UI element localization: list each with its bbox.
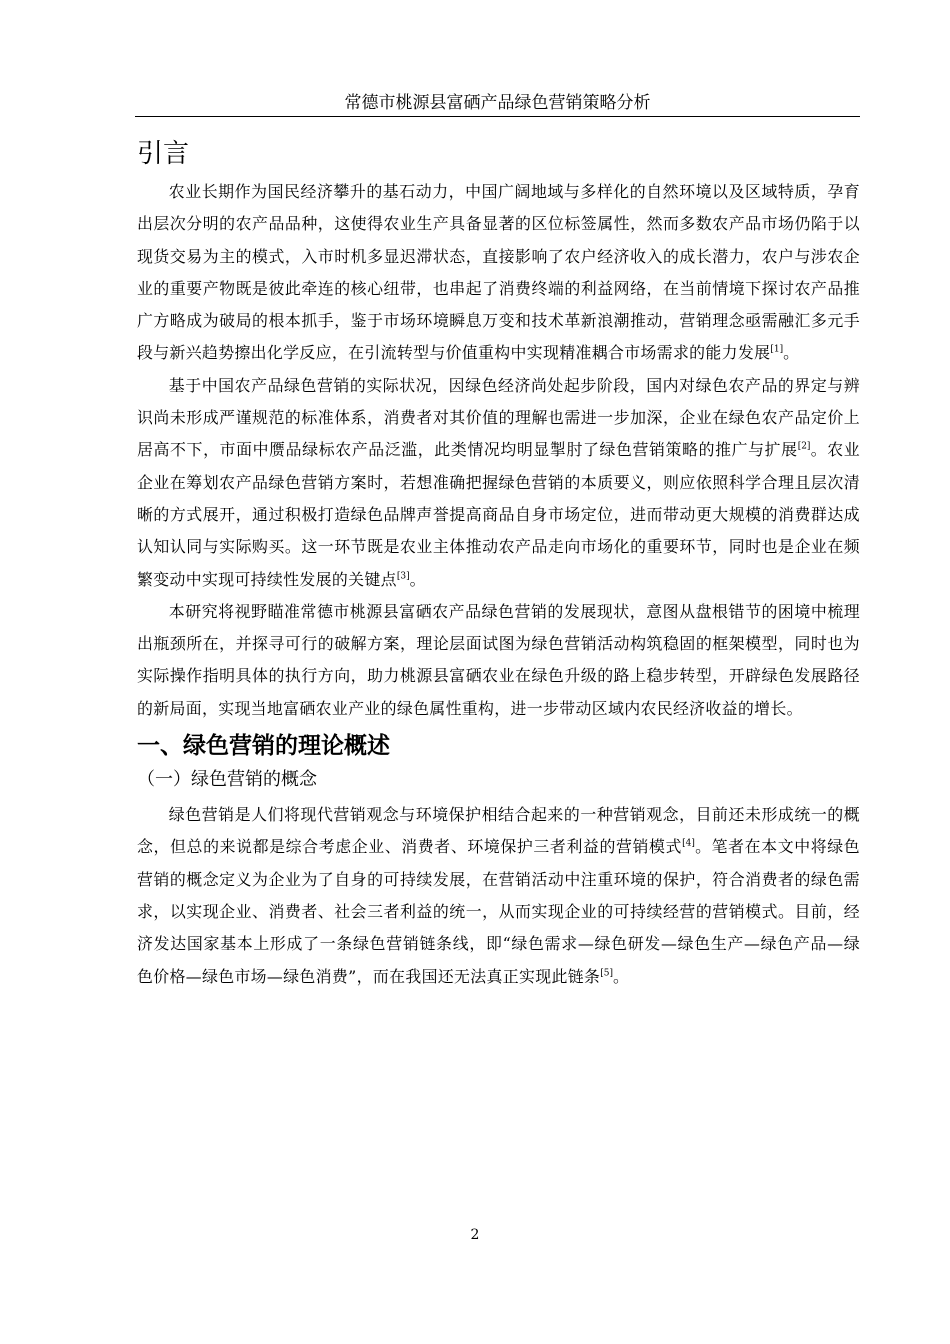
citation-4: [4] [682,839,695,850]
citation-1: [1] [770,345,784,356]
intro-heading: 引言 [137,139,190,169]
section-1-paragraph-1 [137,799,860,993]
s1-p1-end: 。 [612,966,630,986]
intro-paragraph-3: 本研究将视野瞄准常德市桃源县富硒农产品绿色营销的发展现状，意图从盘根错节的困境中梳理出瓶颈所在，并探寻可行的破解方案，理论层面试图为绿色营销活动构筑稳固的框架模型，同时也为实际操作指明具体的执行方向，助力桃源县富硒农业在绿色升级的路上稳步转型，开辟绿色发展路径的新局面，实现当地富硒农业产业的绿色属性重构，进一步带动区域内农民经济收益的增长。 [137,601,860,718]
s1-p1-text-a: 绿色营销是人们将现代营销观念与环境保护相结合起来的一种营销观念，目前还未形成统一的概念，但总的来说都是综合考虑企业、消费者、环境保护三者利益的营销模式 [137,805,860,857]
intro-p1-text: 农业长期作为国民经济攀升的基石动力，中国广阔地域与多样化的自然环境以及区域特质，孕育出层次分明的农产品品种，这使得农业生产具备显著的区位标签属性，然而多数农产品市场仍陷于以现货交易为主的模式，入市时机多显迟滞状态，直接影响了农户经济收入的成长潜力，农户与涉农企业的重要产物既是彼此牵连的核心纽带，也串起了消费终端的利益网络，在当前情境下探讨农产品推广方略成为破局的根本抓手，鉴于市场环境瞬息万变和技术革新浪潮推动，营销理念亟需融汇多元手段与新兴趋势擦出化学反应，在引流转型与价值重构中实现精准耦合市场需求的能力发展 [137,182,860,363]
citation-5: [5] [600,968,613,979]
running-header: 常德市桃源县富硒产品绿色营销策略分析 [135,92,860,117]
citation-3: [3] [396,571,410,582]
intro-paragraph-1 [137,176,860,370]
intro-p2-end: 。 [409,569,426,589]
intro-paragraph-2 [137,370,860,596]
intro-p2-text-a: 基于中国农产品绿色营销的实际状况，因绿色经济尚处起步阶段，国内对绿色农产品的界定与辨识尚未形成严谨规范的标准体系，消费者对其价值的理解也需进一步加深，企业在绿色农产品定价上居高不下，市面中赝品绿标农产品泛滥，此类情况均明显掣肘了绿色营销策略的推广与扩展 [137,375,860,460]
section-1-heading: 一、绿色营销的理论概述 [137,733,390,760]
subsection-1-heading: （一）绿色营销的概念 [137,769,317,791]
citation-2: [2] [797,442,811,453]
intro-p1-end: 。 [783,343,800,363]
page-content [137,136,860,993]
page-number: 2 [470,1227,480,1243]
s1-p1-text-b: 。笔者在本文中将绿色营销的概念定义为企业为了自身的可持续发展，在营销活动中注重环境的保护，符合消费者的绿色需求，以实现企业、消费者、社会三者利益的统一，从而实现企业的可持续经营的营销模式。目前，经济发达国家基本上形成了一条绿色营销链条线，即“绿色需求—绿色研发—绿色生产—绿色产品—绿色价格—绿色市场—绿色消费”，而在我国还无法真正实现此链条 [137,837,860,986]
intro-p2-text-b: 。农业企业在筹划农产品绿色营销方案时，若想准确把握绿色营销的本质要义，则应依照科学合理且层次清晰的方式展开，通过积极打造绿色品牌声誉提高商品自身市场定位，进而带动更大规模的消费群达成认知认同与实际购买。这一环节既是农业主体推动农产品走向市场化的重要环节，同时也是企业在频繁变动中实现可持续性发展的关键点 [137,440,860,589]
